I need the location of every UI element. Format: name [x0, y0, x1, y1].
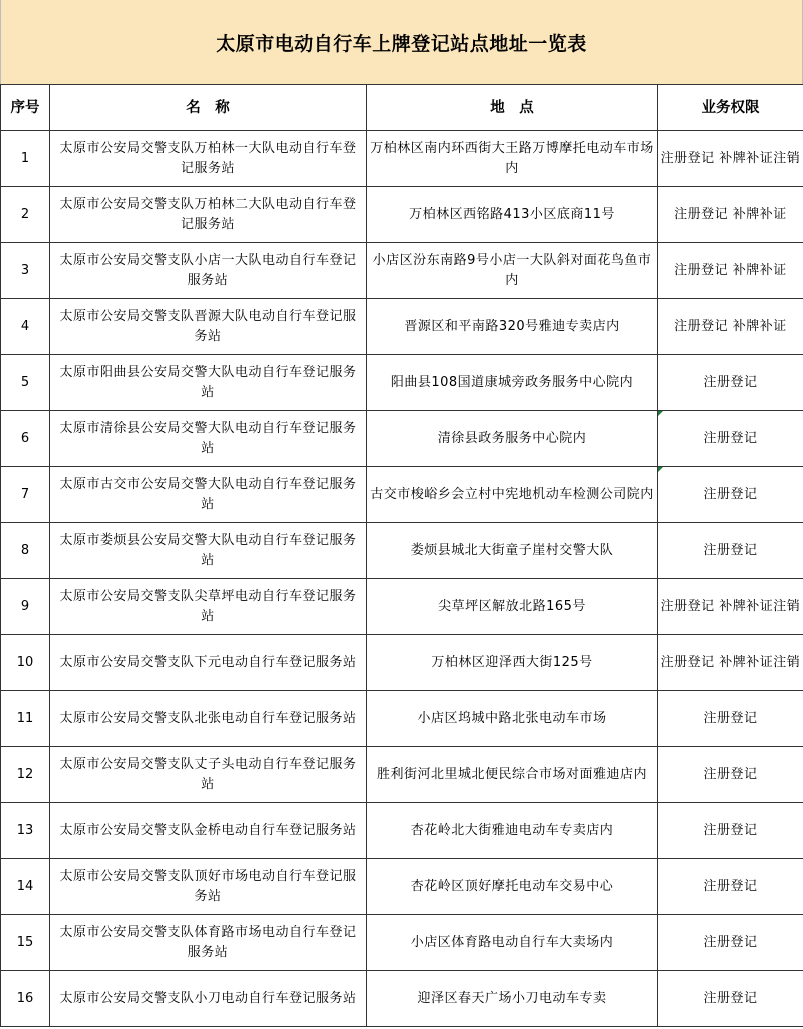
cell-address[interactable]: 小店区体育路电动自行车大卖场内 — [367, 915, 658, 971]
cell-index[interactable]: 10 — [1, 635, 50, 691]
cell-name[interactable]: 太原市公安局交警支队小刀电动自行车登记服务站 — [50, 971, 367, 1027]
cell-name[interactable]: 太原市公安局交警支队晋源大队电动自行车登记服务站 — [50, 299, 367, 355]
cell-index[interactable]: 3 — [1, 243, 50, 299]
cell-index[interactable]: 16 — [1, 971, 50, 1027]
table-row — [1, 243, 803, 299]
table-row — [1, 915, 803, 971]
cell-name[interactable]: 太原市古交市公安局交警大队电动自行车登记服务站 — [50, 467, 367, 523]
cell-index[interactable]: 9 — [1, 579, 50, 635]
cell-index[interactable]: 2 — [1, 187, 50, 243]
cell-address[interactable]: 万柏林区西铭路413小区底商11号 — [367, 187, 658, 243]
cell-business[interactable]: 注册登记 — [658, 523, 803, 579]
cell-address[interactable]: 晋源区和平南路320号雅迪专卖店内 — [367, 299, 658, 355]
page-title: 太原市电动自行车上牌登记站点地址一览表 — [216, 32, 587, 55]
table-row — [1, 131, 803, 187]
cell-name[interactable]: 太原市清徐县公安局交警大队电动自行车登记服务站 — [50, 411, 367, 467]
cell-address[interactable]: 古交市梭峪乡会立村中宪地机动车检测公司院内 — [367, 467, 658, 523]
table-row — [1, 971, 803, 1027]
header-name[interactable]: 名 称 — [50, 85, 367, 131]
title-bar — [0, 0, 803, 84]
cell-name[interactable]: 太原市阳曲县公安局交警大队电动自行车登记服务站 — [50, 355, 367, 411]
table-row — [1, 355, 803, 411]
cell-address[interactable]: 杏花岭北大街雅迪电动车专卖店内 — [367, 803, 658, 859]
table-row — [1, 579, 803, 635]
cell-business[interactable]: 注册登记 补牌补证注销 — [658, 635, 803, 691]
cell-name[interactable]: 太原市公安局交警支队下元电动自行车登记服务站 — [50, 635, 367, 691]
cell-index[interactable]: 5 — [1, 355, 50, 411]
cell-address[interactable]: 清徐县政务服务中心院内 — [367, 411, 658, 467]
cell-name[interactable]: 太原市公安局交警支队万柏林二大队电动自行车登记服务站 — [50, 187, 367, 243]
cell-address[interactable]: 杏花岭区顶好摩托电动车交易中心 — [367, 859, 658, 915]
cell-business[interactable]: 注册登记 — [658, 803, 803, 859]
header-index[interactable]: 序号 — [1, 85, 50, 131]
cell-address[interactable]: 迎泽区春天广场小刀电动车专卖 — [367, 971, 658, 1027]
cell-index[interactable]: 1 — [1, 131, 50, 187]
cell-name[interactable]: 太原市公安局交警支队顶好市场电动自行车登记服务站 — [50, 859, 367, 915]
cell-business[interactable]: 注册登记 — [658, 859, 803, 915]
cell-name[interactable]: 太原市公安局交警支队万柏林一大队电动自行车登记服务站 — [50, 131, 367, 187]
cell-index[interactable]: 12 — [1, 747, 50, 803]
cell-address[interactable]: 小店区汾东南路9号小店一大队斜对面花鸟鱼市内 — [367, 243, 658, 299]
cell-address[interactable]: 万柏林区迎泽西大街125号 — [367, 635, 658, 691]
cell-index[interactable]: 8 — [1, 523, 50, 579]
table-row — [1, 803, 803, 859]
table-row — [1, 859, 803, 915]
cell-address[interactable]: 胜利街河北里城北便民综合市场对面雅迪店内 — [367, 747, 658, 803]
cell-business[interactable]: 注册登记 — [658, 411, 803, 467]
cell-address[interactable]: 万柏林区南内环西街大王路万博摩托电动车市场内 — [367, 131, 658, 187]
cell-address[interactable]: 小店区坞城中路北张电动车市场 — [367, 691, 658, 747]
cell-business[interactable]: 注册登记 — [658, 691, 803, 747]
cell-business[interactable]: 注册登记 补牌补证 — [658, 187, 803, 243]
cell-name[interactable]: 太原市娄烦县公安局交警大队电动自行车登记服务站 — [50, 523, 367, 579]
table-row — [1, 747, 803, 803]
table-row — [1, 467, 803, 523]
table-row — [1, 691, 803, 747]
header-address[interactable]: 地 点 — [367, 85, 658, 131]
cell-address[interactable]: 娄烦县城北大街童子崖村交警大队 — [367, 523, 658, 579]
cell-index[interactable]: 7 — [1, 467, 50, 523]
cell-business[interactable]: 注册登记 补牌补证 — [658, 299, 803, 355]
cell-business[interactable]: 注册登记 补牌补证注销 — [658, 131, 803, 187]
cell-index[interactable]: 14 — [1, 859, 50, 915]
cell-name[interactable]: 太原市公安局交警支队小店一大队电动自行车登记服务站 — [50, 243, 367, 299]
cell-index[interactable]: 6 — [1, 411, 50, 467]
cell-business[interactable]: 注册登记 — [658, 915, 803, 971]
cell-name[interactable]: 太原市公安局交警支队丈子头电动自行车登记服务站 — [50, 747, 367, 803]
cell-index[interactable]: 4 — [1, 299, 50, 355]
cell-name[interactable]: 太原市公安局交警支队金桥电动自行车登记服务站 — [50, 803, 367, 859]
station-table — [0, 84, 803, 1027]
cell-business[interactable]: 注册登记 补牌补证注销 — [658, 579, 803, 635]
cell-name[interactable]: 太原市公安局交警支队体育路市场电动自行车登记服务站 — [50, 915, 367, 971]
cell-name[interactable]: 太原市公安局交警支队尖草坪电动自行车登记服务站 — [50, 579, 367, 635]
table-row — [1, 523, 803, 579]
table-row — [1, 187, 803, 243]
table-row — [1, 635, 803, 691]
cell-index[interactable]: 11 — [1, 691, 50, 747]
cell-business[interactable]: 注册登记 补牌补证 — [658, 243, 803, 299]
cell-business[interactable]: 注册登记 — [658, 355, 803, 411]
cell-address[interactable]: 阳曲县108国道康城旁政务服务中心院内 — [367, 355, 658, 411]
cell-address[interactable]: 尖草坪区解放北路165号 — [367, 579, 658, 635]
cell-name[interactable]: 太原市公安局交警支队北张电动自行车登记服务站 — [50, 691, 367, 747]
cell-business[interactable]: 注册登记 — [658, 467, 803, 523]
table-row — [1, 299, 803, 355]
cell-business[interactable]: 注册登记 — [658, 971, 803, 1027]
cell-business[interactable]: 注册登记 — [658, 747, 803, 803]
header-row — [1, 85, 803, 131]
cell-index[interactable]: 15 — [1, 915, 50, 971]
cell-index[interactable]: 13 — [1, 803, 50, 859]
header-business[interactable]: 业务权限 — [658, 85, 803, 131]
table-row — [1, 411, 803, 467]
